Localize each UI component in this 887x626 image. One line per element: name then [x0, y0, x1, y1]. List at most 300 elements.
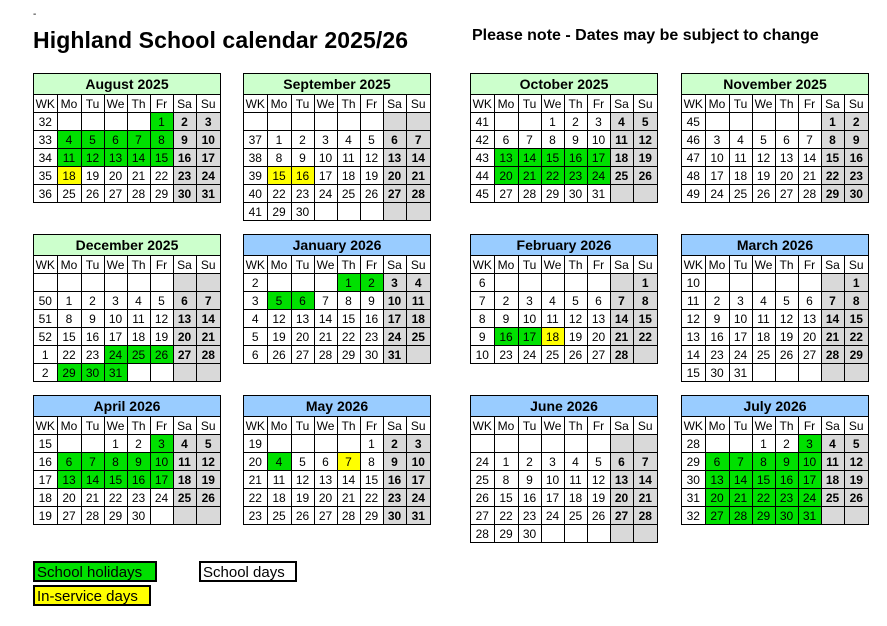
- day-cell: 6: [587, 292, 610, 310]
- week-number: 21: [244, 471, 267, 489]
- day-cell: 2: [81, 292, 104, 310]
- day-cell: 9: [564, 131, 587, 149]
- day-cell: [406, 203, 430, 221]
- day-cell: 15: [541, 149, 564, 167]
- week-number: 8: [471, 310, 494, 328]
- day-cell: [314, 274, 337, 292]
- day-cell: [633, 185, 657, 203]
- day-cell: 12: [196, 453, 220, 471]
- day-header: Su: [406, 95, 430, 113]
- day-header: Sa: [610, 417, 633, 435]
- day-header: WK: [244, 256, 267, 274]
- day-cell: 2: [844, 113, 868, 131]
- day-cell: 19: [81, 167, 104, 185]
- day-cell: 17: [383, 310, 406, 328]
- day-cell: 5: [196, 435, 220, 453]
- week-number: 17: [34, 471, 57, 489]
- week-number: [471, 435, 494, 453]
- day-cell: 4: [610, 113, 633, 131]
- day-cell: 10: [406, 453, 430, 471]
- day-cell: 15: [494, 489, 518, 507]
- day-cell: 7: [821, 292, 844, 310]
- day-header: Fr: [587, 95, 610, 113]
- day-cell: 7: [196, 292, 220, 310]
- week-number: 10: [471, 346, 494, 364]
- day-cell: 18: [564, 489, 587, 507]
- day-header: We: [104, 95, 127, 113]
- day-header: Th: [127, 256, 150, 274]
- day-cell: 6: [383, 131, 406, 149]
- day-cell: [314, 113, 337, 131]
- day-cell: 1: [337, 274, 360, 292]
- day-cell: 25: [267, 507, 291, 525]
- day-cell: 18: [127, 328, 150, 346]
- day-cell: 6: [291, 292, 314, 310]
- day-header: We: [314, 417, 337, 435]
- day-cell: [57, 274, 81, 292]
- day-cell: [610, 525, 633, 543]
- day-cell: 31: [587, 185, 610, 203]
- day-cell: 13: [798, 310, 821, 328]
- month-october-2025: [470, 73, 658, 203]
- week-number: 41: [471, 113, 494, 131]
- day-cell: 5: [291, 453, 314, 471]
- week-number: 3: [244, 292, 267, 310]
- day-cell: 11: [541, 310, 564, 328]
- day-header: Su: [406, 256, 430, 274]
- day-cell: 31: [729, 364, 752, 382]
- day-header: Mo: [267, 95, 291, 113]
- day-cell: 24: [314, 185, 337, 203]
- day-header: Th: [127, 417, 150, 435]
- day-header: Fr: [587, 256, 610, 274]
- day-cell: [541, 525, 564, 543]
- day-cell: 16: [518, 489, 541, 507]
- day-cell: [337, 435, 360, 453]
- day-cell: 28: [337, 507, 360, 525]
- day-header: Su: [196, 95, 220, 113]
- day-cell: 23: [775, 489, 798, 507]
- week-number: 45: [471, 185, 494, 203]
- day-cell: [57, 435, 81, 453]
- month-february-2026: [470, 234, 658, 364]
- day-cell: 5: [564, 292, 587, 310]
- day-cell: 21: [610, 328, 633, 346]
- day-cell: 21: [127, 167, 150, 185]
- day-cell: 23: [81, 346, 104, 364]
- day-cell: 17: [729, 328, 752, 346]
- day-cell: 27: [798, 346, 821, 364]
- day-cell: [729, 435, 752, 453]
- month-title: November 2025: [682, 74, 868, 95]
- day-cell: 15: [267, 167, 291, 185]
- day-cell: [173, 274, 196, 292]
- week-number: 49: [682, 185, 705, 203]
- day-cell: [81, 435, 104, 453]
- day-cell: 13: [57, 471, 81, 489]
- day-cell: 8: [337, 292, 360, 310]
- day-cell: [81, 113, 104, 131]
- day-cell: 16: [494, 328, 518, 346]
- week-number: 27: [471, 507, 494, 525]
- day-cell: 12: [267, 310, 291, 328]
- day-cell: 20: [587, 328, 610, 346]
- day-cell: [291, 113, 314, 131]
- day-cell: 25: [729, 185, 752, 203]
- day-cell: 22: [821, 167, 844, 185]
- day-cell: 19: [633, 149, 657, 167]
- day-cell: 11: [821, 453, 844, 471]
- day-header: Th: [564, 256, 587, 274]
- day-cell: [821, 364, 844, 382]
- day-cell: 20: [104, 167, 127, 185]
- day-cell: 14: [196, 310, 220, 328]
- day-cell: 15: [821, 149, 844, 167]
- day-cell: 19: [844, 471, 868, 489]
- day-cell: 26: [564, 346, 587, 364]
- day-cell: 18: [406, 310, 430, 328]
- day-cell: 9: [705, 310, 729, 328]
- day-header: Sa: [821, 95, 844, 113]
- day-cell: 14: [406, 149, 430, 167]
- day-cell: [267, 113, 291, 131]
- day-cell: 13: [775, 149, 798, 167]
- day-cell: 31: [406, 507, 430, 525]
- day-header: Sa: [821, 417, 844, 435]
- day-cell: 24: [518, 346, 541, 364]
- day-header: Tu: [518, 95, 541, 113]
- day-cell: 27: [494, 185, 518, 203]
- day-cell: 13: [705, 471, 729, 489]
- day-cell: 31: [196, 185, 220, 203]
- day-header: Th: [775, 95, 798, 113]
- day-cell: 20: [173, 328, 196, 346]
- day-header: WK: [471, 256, 494, 274]
- day-cell: 17: [587, 149, 610, 167]
- week-number: 15: [682, 364, 705, 382]
- day-cell: 27: [587, 346, 610, 364]
- day-header: Mo: [705, 256, 729, 274]
- day-cell: [610, 185, 633, 203]
- day-cell: [360, 113, 383, 131]
- day-cell: 12: [360, 149, 383, 167]
- day-cell: 17: [104, 328, 127, 346]
- day-cell: [127, 274, 150, 292]
- day-cell: 8: [360, 453, 383, 471]
- day-cell: 29: [844, 346, 868, 364]
- day-header: Th: [775, 256, 798, 274]
- day-cell: 10: [729, 310, 752, 328]
- day-cell: 22: [360, 489, 383, 507]
- day-cell: 1: [541, 113, 564, 131]
- day-cell: [518, 113, 541, 131]
- day-cell: 11: [57, 149, 81, 167]
- day-header: WK: [682, 95, 705, 113]
- day-cell: 28: [127, 185, 150, 203]
- day-cell: [564, 435, 587, 453]
- day-header: Tu: [291, 417, 314, 435]
- day-cell: 30: [173, 185, 196, 203]
- day-cell: 8: [844, 292, 868, 310]
- day-cell: 23: [564, 167, 587, 185]
- day-cell: 21: [821, 328, 844, 346]
- month-january-2026: [243, 234, 431, 364]
- day-cell: 28: [406, 185, 430, 203]
- day-cell: 6: [57, 453, 81, 471]
- day-cell: 28: [798, 185, 821, 203]
- day-cell: [775, 113, 798, 131]
- day-cell: 19: [775, 328, 798, 346]
- day-cell: 13: [104, 149, 127, 167]
- month-title: May 2026: [244, 396, 430, 417]
- day-cell: 22: [844, 328, 868, 346]
- week-number: 44: [471, 167, 494, 185]
- day-cell: [705, 113, 729, 131]
- day-cell: 14: [314, 310, 337, 328]
- day-cell: [844, 507, 868, 525]
- day-header: Su: [633, 417, 657, 435]
- day-header: We: [541, 95, 564, 113]
- day-cell: 25: [752, 346, 775, 364]
- day-header: Th: [127, 95, 150, 113]
- day-cell: 3: [104, 292, 127, 310]
- day-cell: [494, 274, 518, 292]
- day-cell: 12: [633, 131, 657, 149]
- day-header: Fr: [360, 256, 383, 274]
- day-cell: 10: [104, 310, 127, 328]
- day-cell: 5: [150, 292, 173, 310]
- week-number: 38: [244, 149, 267, 167]
- week-number: 2: [244, 274, 267, 292]
- day-cell: 30: [775, 507, 798, 525]
- day-cell: 15: [360, 471, 383, 489]
- day-header: We: [752, 256, 775, 274]
- day-cell: 10: [705, 149, 729, 167]
- day-cell: 9: [383, 453, 406, 471]
- day-cell: 30: [844, 185, 868, 203]
- month-december-2025: [33, 234, 221, 382]
- day-cell: 9: [518, 471, 541, 489]
- day-cell: 28: [821, 346, 844, 364]
- week-number: [34, 274, 57, 292]
- day-cell: 4: [337, 131, 360, 149]
- day-cell: 2: [775, 435, 798, 453]
- day-cell: 29: [267, 203, 291, 221]
- day-cell: 4: [821, 435, 844, 453]
- day-header: Mo: [494, 417, 518, 435]
- day-cell: 6: [775, 131, 798, 149]
- day-cell: 31: [798, 507, 821, 525]
- month-title: August 2025: [34, 74, 220, 95]
- day-cell: [564, 525, 587, 543]
- day-header: Su: [844, 95, 868, 113]
- day-cell: [541, 435, 564, 453]
- day-cell: [104, 113, 127, 131]
- day-cell: 10: [518, 310, 541, 328]
- day-cell: [494, 435, 518, 453]
- day-cell: [360, 203, 383, 221]
- day-cell: 5: [587, 453, 610, 471]
- day-cell: 7: [798, 131, 821, 149]
- day-cell: 14: [337, 471, 360, 489]
- day-cell: [173, 507, 196, 525]
- day-cell: 27: [383, 185, 406, 203]
- day-cell: 3: [541, 453, 564, 471]
- day-cell: 12: [81, 149, 104, 167]
- day-cell: 7: [406, 131, 430, 149]
- day-cell: 9: [494, 310, 518, 328]
- month-august-2025: [33, 73, 221, 203]
- day-cell: 3: [518, 292, 541, 310]
- day-cell: 5: [752, 131, 775, 149]
- day-cell: 29: [337, 346, 360, 364]
- day-header: Sa: [610, 95, 633, 113]
- day-cell: 19: [587, 489, 610, 507]
- day-cell: 28: [729, 507, 752, 525]
- day-cell: 18: [610, 149, 633, 167]
- day-header: Sa: [383, 417, 406, 435]
- day-cell: 7: [314, 292, 337, 310]
- day-header: WK: [34, 256, 57, 274]
- day-header: We: [314, 95, 337, 113]
- week-number: 24: [471, 453, 494, 471]
- day-cell: 1: [821, 113, 844, 131]
- day-header: Tu: [81, 417, 104, 435]
- day-cell: 4: [541, 292, 564, 310]
- week-number: 14: [682, 346, 705, 364]
- day-cell: 26: [196, 489, 220, 507]
- day-cell: 8: [267, 149, 291, 167]
- day-header: Sa: [610, 256, 633, 274]
- day-cell: 25: [610, 167, 633, 185]
- day-header: Tu: [729, 256, 752, 274]
- month-title: September 2025: [244, 74, 430, 95]
- day-cell: [196, 364, 220, 382]
- legend-inservice-days: In-service days: [33, 585, 151, 606]
- day-header: Su: [844, 256, 868, 274]
- day-cell: 2: [564, 113, 587, 131]
- day-cell: 16: [127, 471, 150, 489]
- day-cell: 2: [494, 292, 518, 310]
- day-cell: 29: [150, 185, 173, 203]
- day-header: Su: [633, 256, 657, 274]
- week-number: 1: [34, 346, 57, 364]
- day-cell: 10: [150, 453, 173, 471]
- day-cell: [541, 274, 564, 292]
- day-cell: 1: [360, 435, 383, 453]
- week-number: 2: [34, 364, 57, 382]
- month-september-2025: [243, 73, 431, 221]
- week-number: 32: [682, 507, 705, 525]
- day-cell: 20: [775, 167, 798, 185]
- day-cell: 9: [81, 310, 104, 328]
- day-header: WK: [34, 417, 57, 435]
- day-cell: 26: [752, 185, 775, 203]
- week-number: 15: [34, 435, 57, 453]
- day-header: Tu: [729, 95, 752, 113]
- day-cell: 1: [57, 292, 81, 310]
- day-cell: [267, 435, 291, 453]
- day-cell: [291, 435, 314, 453]
- day-cell: 8: [752, 453, 775, 471]
- week-number: 12: [682, 310, 705, 328]
- day-header: We: [752, 95, 775, 113]
- day-cell: [775, 274, 798, 292]
- week-number: 34: [34, 149, 57, 167]
- day-cell: 11: [267, 471, 291, 489]
- day-cell: 3: [406, 435, 430, 453]
- day-cell: 20: [314, 489, 337, 507]
- week-number: 40: [244, 185, 267, 203]
- day-cell: 13: [291, 310, 314, 328]
- day-cell: [173, 364, 196, 382]
- week-number: 51: [34, 310, 57, 328]
- day-cell: 7: [81, 453, 104, 471]
- day-cell: [821, 507, 844, 525]
- day-cell: [729, 113, 752, 131]
- week-number: 43: [471, 149, 494, 167]
- day-cell: [518, 274, 541, 292]
- week-number: 52: [34, 328, 57, 346]
- day-cell: [633, 435, 657, 453]
- day-header: Sa: [173, 256, 196, 274]
- day-header: Sa: [383, 256, 406, 274]
- day-cell: 4: [406, 274, 430, 292]
- week-number: [244, 113, 267, 131]
- day-cell: 16: [844, 149, 868, 167]
- day-cell: 29: [360, 507, 383, 525]
- day-cell: 15: [57, 328, 81, 346]
- day-cell: 24: [383, 328, 406, 346]
- day-cell: 19: [196, 471, 220, 489]
- day-cell: 16: [291, 167, 314, 185]
- day-cell: 8: [633, 292, 657, 310]
- day-cell: 12: [150, 310, 173, 328]
- day-cell: [406, 346, 430, 364]
- day-cell: 12: [291, 471, 314, 489]
- day-cell: 16: [383, 471, 406, 489]
- day-cell: [267, 274, 291, 292]
- day-cell: 2: [383, 435, 406, 453]
- day-header: Su: [844, 417, 868, 435]
- day-cell: [587, 274, 610, 292]
- day-cell: 10: [798, 453, 821, 471]
- day-header: Mo: [57, 417, 81, 435]
- day-cell: [587, 435, 610, 453]
- day-cell: 27: [104, 185, 127, 203]
- day-cell: 22: [633, 328, 657, 346]
- day-cell: 22: [494, 507, 518, 525]
- day-cell: 16: [360, 310, 383, 328]
- week-number: 11: [682, 292, 705, 310]
- day-cell: 28: [314, 346, 337, 364]
- day-cell: 28: [633, 507, 657, 525]
- day-cell: 30: [291, 203, 314, 221]
- day-cell: [406, 113, 430, 131]
- day-cell: 11: [729, 149, 752, 167]
- day-cell: 12: [587, 471, 610, 489]
- day-cell: 7: [633, 453, 657, 471]
- day-cell: 6: [314, 453, 337, 471]
- day-cell: 17: [541, 489, 564, 507]
- day-header: Fr: [150, 256, 173, 274]
- day-cell: 11: [564, 471, 587, 489]
- day-cell: 26: [291, 507, 314, 525]
- day-header: Su: [196, 256, 220, 274]
- day-cell: 29: [104, 507, 127, 525]
- day-cell: [196, 274, 220, 292]
- week-number: 16: [34, 453, 57, 471]
